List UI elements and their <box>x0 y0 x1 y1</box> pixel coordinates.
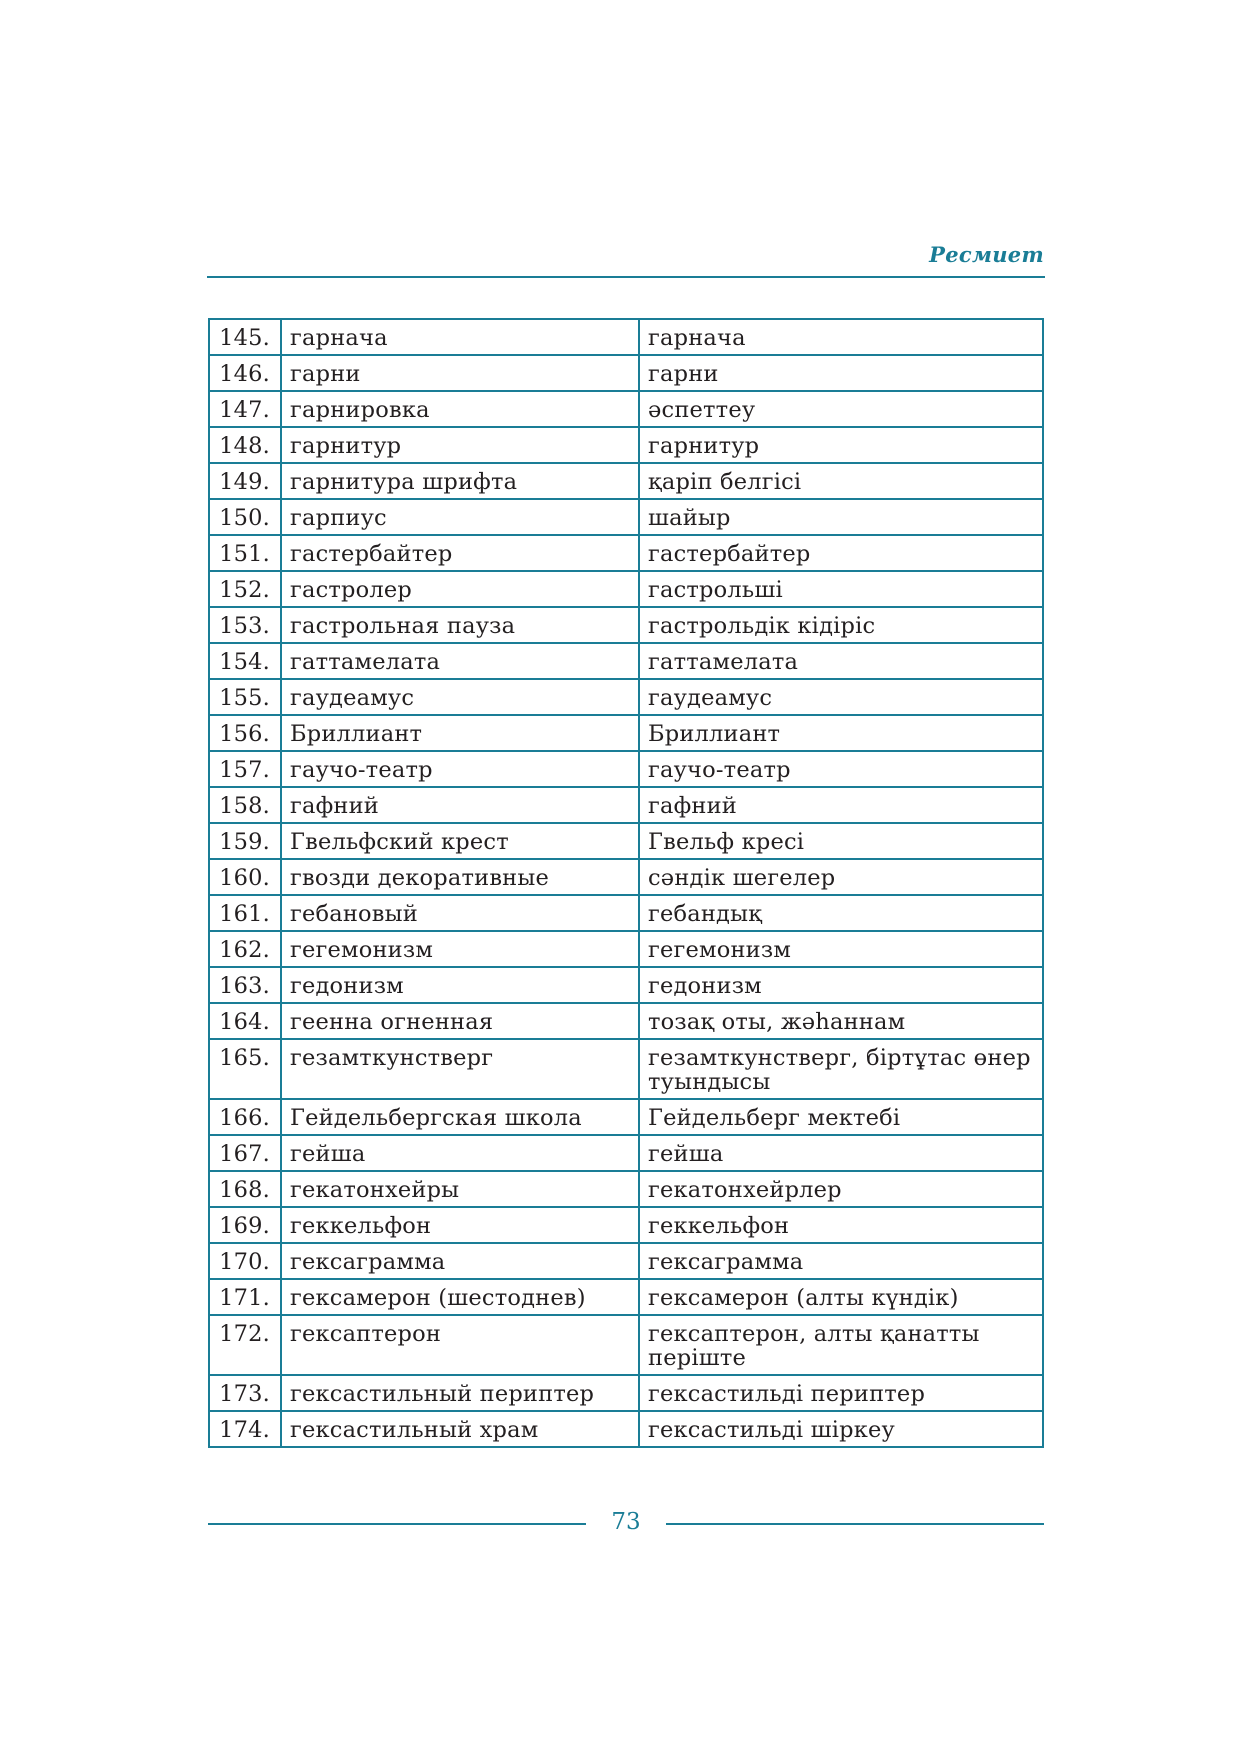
entry-number: 151. <box>209 535 281 571</box>
entry-number: 158. <box>209 787 281 823</box>
entry-number: 170. <box>209 1243 281 1279</box>
table-row <box>209 787 1043 823</box>
table-row <box>209 535 1043 571</box>
entry-number: 168. <box>209 1171 281 1207</box>
footer-divider-right <box>666 1523 1044 1525</box>
table-row <box>209 1279 1043 1315</box>
entry-number: 165. <box>209 1039 281 1099</box>
entry-number: 145. <box>209 319 281 355</box>
table-row <box>209 1003 1043 1039</box>
table-row <box>209 463 1043 499</box>
entry-number: 163. <box>209 967 281 1003</box>
table-row <box>209 1099 1043 1135</box>
russian-term: геккельфон <box>281 1207 639 1243</box>
table-row <box>209 1039 1043 1099</box>
table-row <box>209 1207 1043 1243</box>
table-row <box>209 931 1043 967</box>
kazakh-term: гастрольші <box>639 571 1043 607</box>
table-row <box>209 643 1043 679</box>
russian-term: гексаграмма <box>281 1243 639 1279</box>
russian-term: гегемонизм <box>281 931 639 967</box>
kazakh-term: гексастильді шіркеу <box>639 1411 1043 1447</box>
glossary-table <box>208 318 1044 1448</box>
russian-term: гастербайтер <box>281 535 639 571</box>
russian-term: гексаптерон <box>281 1315 639 1375</box>
entry-number: 162. <box>209 931 281 967</box>
kazakh-term: гафний <box>639 787 1043 823</box>
russian-term: гексастильный храм <box>281 1411 639 1447</box>
kazakh-term: гегемонизм <box>639 931 1043 967</box>
entry-number: 172. <box>209 1315 281 1375</box>
russian-term: гарнировка <box>281 391 639 427</box>
entry-number: 160. <box>209 859 281 895</box>
table-row <box>209 859 1043 895</box>
entry-number: 149. <box>209 463 281 499</box>
kazakh-term: гаудеамус <box>639 679 1043 715</box>
kazakh-term: гарни <box>639 355 1043 391</box>
table-row <box>209 679 1043 715</box>
table-row <box>209 427 1043 463</box>
entry-number: 152. <box>209 571 281 607</box>
russian-term: геенна огненная <box>281 1003 639 1039</box>
kazakh-term: геккельфон <box>639 1207 1043 1243</box>
table-row <box>209 607 1043 643</box>
russian-term: гарни <box>281 355 639 391</box>
header-divider <box>207 276 1045 278</box>
kazakh-term: гарнитур <box>639 427 1043 463</box>
entry-number: 147. <box>209 391 281 427</box>
russian-term: гебановый <box>281 895 639 931</box>
russian-term: гексастильный периптер <box>281 1375 639 1411</box>
table-row <box>209 715 1043 751</box>
kazakh-term: сәндік шегелер <box>639 859 1043 895</box>
kazakh-term: гебандық <box>639 895 1043 931</box>
entry-number: 157. <box>209 751 281 787</box>
kazakh-term: гекатонхейрлер <box>639 1171 1043 1207</box>
table-row <box>209 823 1043 859</box>
table-row <box>209 355 1043 391</box>
entry-number: 164. <box>209 1003 281 1039</box>
kazakh-term: шайыр <box>639 499 1043 535</box>
russian-term: гезамткунстверг <box>281 1039 639 1099</box>
entry-number: 154. <box>209 643 281 679</box>
entry-number: 173. <box>209 1375 281 1411</box>
table-row <box>209 1171 1043 1207</box>
kazakh-term: әспеттеу <box>639 391 1043 427</box>
entry-number: 148. <box>209 427 281 463</box>
entry-number: 153. <box>209 607 281 643</box>
kazakh-term: гексаграмма <box>639 1243 1043 1279</box>
russian-term: гаттамелата <box>281 643 639 679</box>
russian-term: гексамерон (шестоднев) <box>281 1279 639 1315</box>
russian-term: Гвельфский крест <box>281 823 639 859</box>
kazakh-term: гейша <box>639 1135 1043 1171</box>
table-row <box>209 391 1043 427</box>
table-row <box>209 1135 1043 1171</box>
kazakh-term: гаучо-театр <box>639 751 1043 787</box>
russian-term: гарнитура шрифта <box>281 463 639 499</box>
kazakh-term: гастрольдік кідіріс <box>639 607 1043 643</box>
entry-number: 161. <box>209 895 281 931</box>
table-row <box>209 751 1043 787</box>
table-row <box>209 967 1043 1003</box>
kazakh-term: гексастильді периптер <box>639 1375 1043 1411</box>
footer-divider-left <box>208 1523 586 1525</box>
russian-term: Бриллиант <box>281 715 639 751</box>
table-row <box>209 571 1043 607</box>
entry-number: 167. <box>209 1135 281 1171</box>
entry-number: 169. <box>209 1207 281 1243</box>
entry-number: 171. <box>209 1279 281 1315</box>
kazakh-term: Бриллиант <box>639 715 1043 751</box>
entry-number: 166. <box>209 1099 281 1135</box>
table-row <box>209 499 1043 535</box>
kazakh-term: тозақ оты, жәһаннам <box>639 1003 1043 1039</box>
entry-number: 174. <box>209 1411 281 1447</box>
kazakh-term: гедонизм <box>639 967 1043 1003</box>
table-row <box>209 319 1043 355</box>
kazakh-term: гастербайтер <box>639 535 1043 571</box>
table-row <box>209 895 1043 931</box>
russian-term: гарнача <box>281 319 639 355</box>
entry-number: 150. <box>209 499 281 535</box>
russian-term: гастрольная пауза <box>281 607 639 643</box>
russian-term: гаучо-театр <box>281 751 639 787</box>
russian-term: гекатонхейры <box>281 1171 639 1207</box>
kazakh-term: гексамерон (алты күндік) <box>639 1279 1043 1315</box>
entry-number: 155. <box>209 679 281 715</box>
page-number: 73 <box>611 1509 641 1535</box>
kazakh-term: гарнача <box>639 319 1043 355</box>
russian-term: гастролер <box>281 571 639 607</box>
section-title: Ресмиет <box>929 242 1044 267</box>
table-row <box>209 1315 1043 1375</box>
russian-term: Гейдельбергская школа <box>281 1099 639 1135</box>
russian-term: гафний <box>281 787 639 823</box>
kazakh-term: гексаптерон, алты қанатты періште <box>639 1315 1043 1375</box>
russian-term: гедонизм <box>281 967 639 1003</box>
russian-term: гарпиус <box>281 499 639 535</box>
table-row <box>209 1243 1043 1279</box>
kazakh-term: Гейдельберг мектебі <box>639 1099 1043 1135</box>
kazakh-term: Гвельф кресі <box>639 823 1043 859</box>
kazakh-term: қаріп белгісі <box>639 463 1043 499</box>
entry-number: 146. <box>209 355 281 391</box>
glossary-table-body <box>209 319 1043 1447</box>
table-row <box>209 1375 1043 1411</box>
russian-term: гейша <box>281 1135 639 1171</box>
russian-term: гаудеамус <box>281 679 639 715</box>
russian-term: гвозди декоративные <box>281 859 639 895</box>
kazakh-term: гезамткунстверг, біртұтас өнер туындысы <box>639 1039 1043 1099</box>
entry-number: 159. <box>209 823 281 859</box>
kazakh-term: гаттамелата <box>639 643 1043 679</box>
entry-number: 156. <box>209 715 281 751</box>
table-row <box>209 1411 1043 1447</box>
russian-term: гарнитур <box>281 427 639 463</box>
